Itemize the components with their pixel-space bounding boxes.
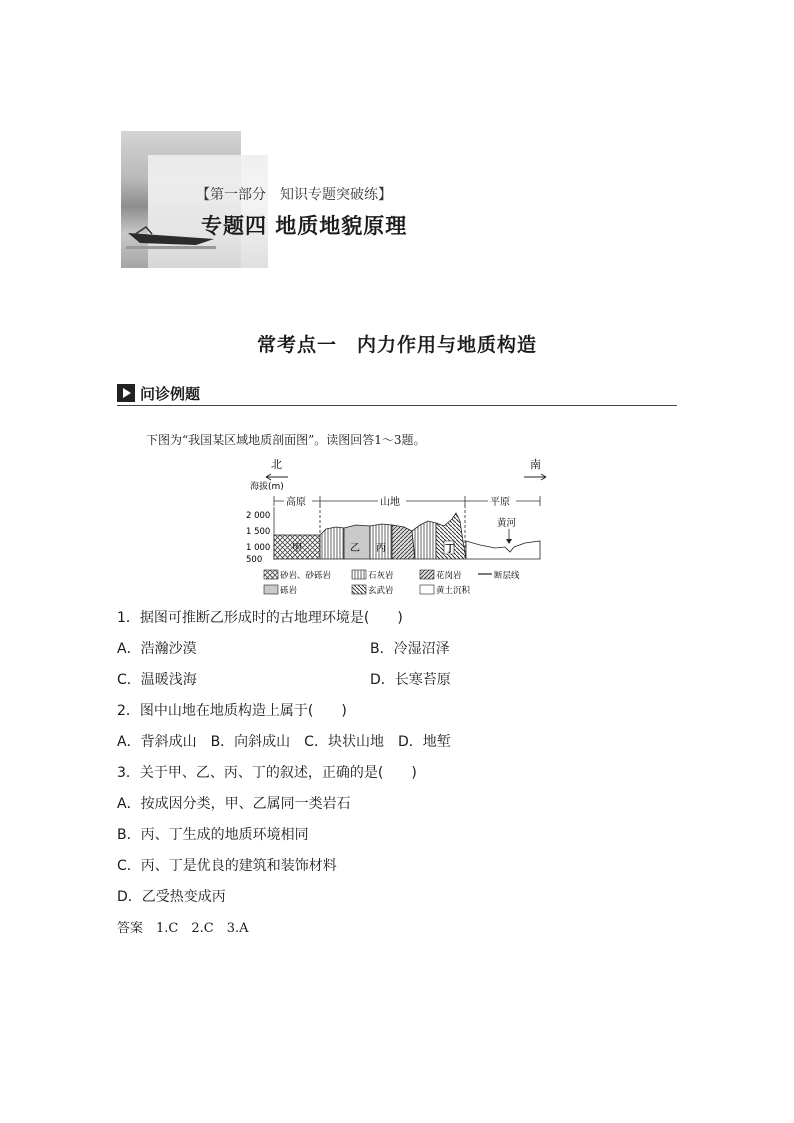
question-3-option-b: B．丙、丁生成的地质环境相同 bbox=[117, 827, 309, 843]
intro-text: 下图为“我国某区域地质剖面图”。读图回答1～3题。 bbox=[146, 433, 426, 447]
region-mountain: 山地 bbox=[380, 497, 400, 508]
question-1-option-b: B．冷湿沼泽 bbox=[370, 641, 450, 657]
geologic-section-figure bbox=[240, 455, 560, 600]
question-3-option-a: A．按成因分类，甲、乙属同一类岩石 bbox=[117, 796, 351, 812]
question-3-option-d: D．乙受热变成丙 bbox=[117, 889, 226, 905]
legend-granite: 花岗岩 bbox=[436, 571, 462, 581]
north-label: 北 bbox=[271, 458, 282, 471]
legend-conglomerate-swatch bbox=[264, 585, 278, 594]
section-title: 常考点一 内力作用与地质构造 bbox=[256, 334, 537, 356]
loess-plain bbox=[466, 541, 540, 559]
play-icon bbox=[117, 384, 135, 402]
y-tick-500: 500 bbox=[246, 555, 263, 565]
topic-title: 专题四 地质地貌原理 bbox=[201, 213, 408, 238]
legend-sandstone: 砂岩、砂砾岩 bbox=[280, 571, 332, 581]
legend-fault: 断层线 bbox=[494, 571, 520, 581]
question-1-option-c: C．温暖浅海 bbox=[117, 672, 197, 688]
legend-limestone: 石灰岩 bbox=[368, 571, 394, 581]
y-tick-2000: 2 000 bbox=[246, 511, 271, 521]
river-label: 黄河 bbox=[497, 518, 517, 529]
region-plateau: 高原 bbox=[286, 497, 306, 508]
question-3-option-c: C．丙、丁是优良的建筑和装饰材料 bbox=[117, 858, 337, 874]
question-2-stem: 2．图中山地在地质构造上属于( ) bbox=[117, 703, 347, 719]
question-3-stem: 3．关于甲、乙、丙、丁的叙述，正确的是( ) bbox=[117, 765, 417, 781]
legend-basalt-swatch bbox=[352, 585, 366, 594]
y-tick-1500: 1 500 bbox=[246, 527, 271, 537]
rock-limestone-left bbox=[320, 527, 344, 559]
example-tag-label: 问诊例题 bbox=[140, 384, 201, 403]
altitude-label: 海拔(m) bbox=[250, 482, 284, 492]
rock-bing bbox=[392, 525, 415, 559]
question-1-option-d: D．长寒苔原 bbox=[370, 672, 451, 688]
answer-key: 答案 1.C 2.C 3.A bbox=[117, 921, 249, 936]
region-plain: 平原 bbox=[490, 497, 510, 508]
legend-sandstone-swatch bbox=[264, 570, 278, 579]
legend-limestone-swatch bbox=[352, 570, 366, 579]
question-1-stem: 1．据图可推断乙形成时的古地理环境是( ) bbox=[117, 610, 403, 626]
label-yi: 乙 bbox=[350, 543, 360, 554]
label-ding: 丁 bbox=[445, 544, 455, 555]
divider bbox=[117, 405, 677, 406]
y-tick-1000: 1 000 bbox=[246, 543, 271, 553]
question-1-option-a: A．浩瀚沙漠 bbox=[117, 641, 197, 657]
legend-granite-swatch bbox=[420, 570, 434, 579]
south-label: 南 bbox=[530, 458, 541, 471]
example-tag bbox=[117, 383, 200, 403]
rock-limestone-right bbox=[412, 521, 436, 559]
legend-loess-swatch bbox=[420, 585, 434, 594]
label-jia: 甲 bbox=[292, 543, 302, 554]
question-2-options: A．背斜成山 B．向斜成山 C．块状山地 D．地堑 bbox=[117, 734, 451, 750]
legend-basalt: 玄武岩 bbox=[368, 586, 394, 596]
part-label: 【第一部分 知识专题突破练】 bbox=[196, 187, 392, 203]
label-bing: 丙 bbox=[376, 543, 386, 554]
legend-conglomerate: 砾岩 bbox=[280, 586, 298, 596]
legend-loess: 黄土沉积 bbox=[436, 586, 471, 596]
